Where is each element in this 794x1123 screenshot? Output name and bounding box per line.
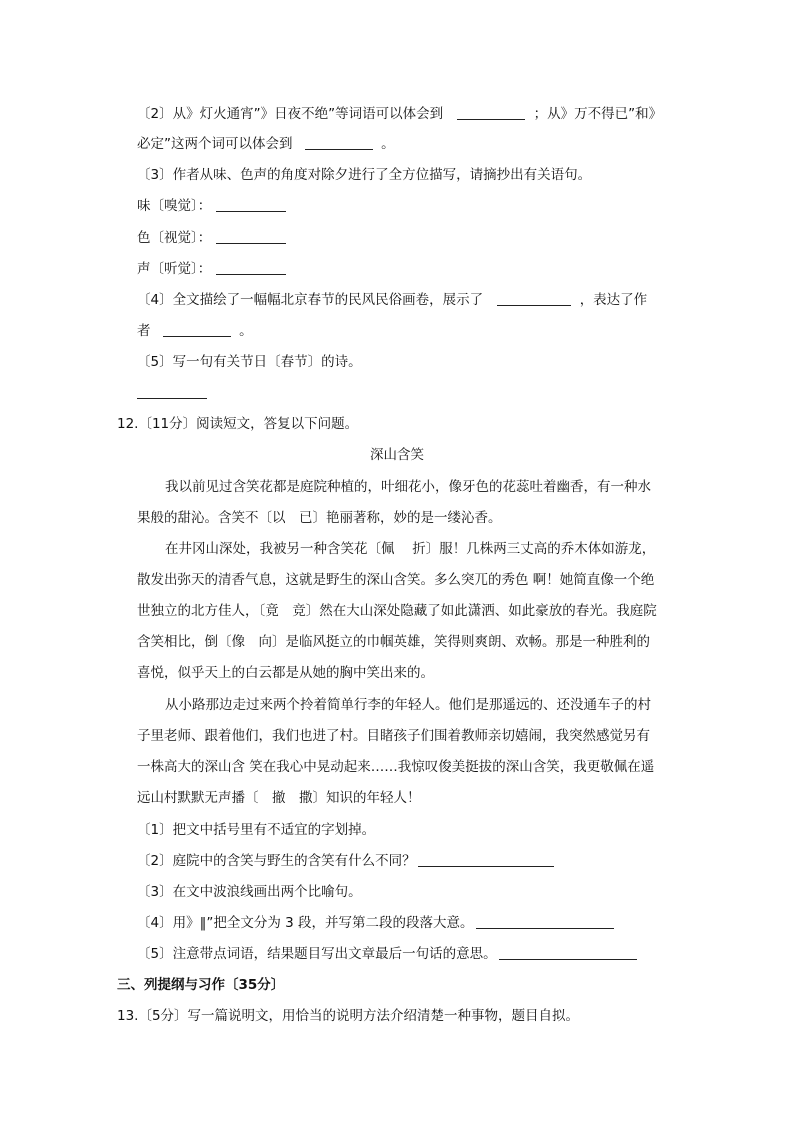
answer-blank[interactable] [305,135,373,150]
q11-p2-text1b: ；从》万不得已”和》 [533,106,663,122]
q12-sub5-text: 〔5〕注意带点词语，结果题目写出文章最后一句话的意思。 [137,946,497,962]
q12-sub5 [137,944,641,964]
q11-p2-end: 。 [381,136,395,152]
passage-line: 远山村默默无声播〔 撤 撒〕知识的年轻人！ [137,790,421,806]
passage-line: 果般的甜沁。含笑不〔以 已〕艳丽著称，妙的是一缕沁香。 [137,510,502,526]
passage-line: 散发出弥天的清香气息，这就是野生的深山含笑。多么突兀的秀色 啊！她简直像一个绝 [137,572,655,588]
answer-blank[interactable] [163,322,231,337]
answer-blank[interactable] [457,105,525,120]
q12-sub2-text: 〔2〕庭院中的含笑与野生的含笑有什么不同？ [137,853,416,869]
passage-line: 含笑相比，倒〔像 向〕是临风挺立的巾帼英雄，笑得则爽朗、欢畅。那是一种胜利的 [137,634,650,650]
answer-blank[interactable] [216,260,286,275]
q11-p3-taste [137,196,290,216]
q12-header: 12.〔11分〕阅读短文，答复以下问题。 [117,416,359,432]
q13-prompt: 13.〔5分〕写一篇说明文，用恰当的说明方法介绍清楚一种事物，题目自拟。 [117,1008,580,1024]
q11-p4-text2: 者 [137,323,151,339]
q11-p3-sound [137,259,290,279]
answer-blank[interactable] [216,229,286,244]
answer-blank[interactable] [499,945,637,960]
passage-line: 在井冈山深处，我被另一种含笑花〔佩 折〕服！几株两三丈高的乔木体如游龙， [165,541,656,557]
passage-line: 世独立的北方佳人，〔竟 竞〕然在大山深处隐藏了如此潇洒、如此豪放的春光。我庭院 [137,603,657,619]
q11-p4-line2 [137,321,253,341]
answer-blank[interactable] [418,852,554,867]
q12-sub3: 〔3〕在文中波浪线画出两个比喻句。 [137,884,362,900]
q11-p4-text1: 〔4〕全文描绘了一幅幅北京春节的民风民俗画卷，展示了 [137,292,484,308]
answer-blank[interactable] [216,197,286,212]
q12-sub2 [137,851,558,871]
q11-p4-line1 [137,290,647,310]
answer-blank[interactable] [137,384,207,399]
q11-p5-answer [137,383,207,403]
q11-p2-text1: 〔2〕从》灯火通宵”》日夜不绝”等词语可以体会到 [137,106,444,122]
section3-heading: 三、列提纲与习作〔35分〕 [117,977,285,993]
q11-p4-text1b: ，表达了作 [579,292,648,308]
answer-blank[interactable] [476,914,614,929]
passage-line: 喜悦，似乎天上的白云都是从她的胸中笑出来的。 [137,665,434,681]
q11-p3-color [137,228,290,248]
answer-blank[interactable] [497,291,571,306]
q11-p4-end: 。 [239,323,253,339]
q11-p3-prompt: 〔3〕作者从味、色声的角度对除夕进行了全方位描写，请摘抄出有关语句。 [137,167,592,183]
taste-label: 味〔嗅觉〕： [137,198,212,214]
q11-p2-text2: 必定”这两个词可以体会到 [137,136,293,152]
passage-line: 从小路那边走过来两个拎着简单行李的年轻人。他们是那遥远的、还没通车子的村 [165,697,651,713]
q11-p2-line1 [137,104,662,124]
passage-title: 深山含笑 [370,447,424,463]
q11-p2-line2 [137,134,395,154]
passage-line: 一株高大的深山含 笑在我心中晃动起来……我惊叹俊美挺拔的深山含笑，我更敬佩在遥 [137,759,655,775]
q12-sub1: 〔1〕把文中括号里有不适宜的字划掉。 [137,822,376,838]
passage-line: 我以前见过含笑花都是庭院种植的，叶细花小，像牙色的花蕊吐着幽香，有一种水 [165,479,651,495]
q12-sub4 [137,913,618,933]
q12-sub4-text: 〔4〕用》‖”把全文分为 3 段，并写第二段的段落大意。 [137,915,474,931]
passage-line: 子里老师、跟着他们，我们也进了村。目睹孩子们围着教师亲切嬉闹，我突然感觉另有 [137,728,650,744]
q11-p5-prompt: 〔5〕写一句有关节日〔春节〕的诗。 [137,354,362,370]
color-label: 色〔视觉〕： [137,230,212,246]
sound-label: 声〔听觉〕： [137,261,212,277]
